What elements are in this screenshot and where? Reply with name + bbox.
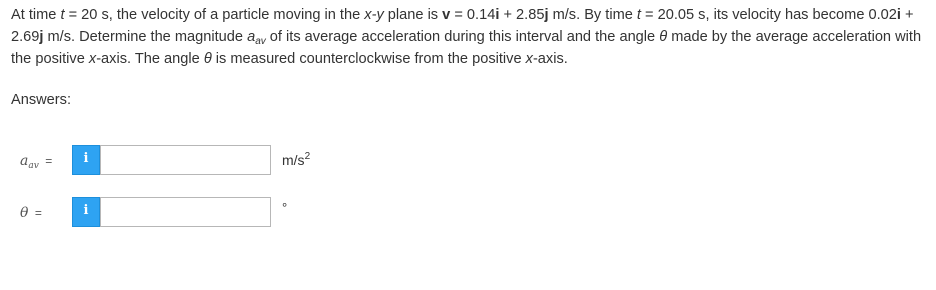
answers-heading: Answers: (11, 92, 72, 108)
problem-text: plane is (383, 7, 443, 23)
plane-symbol: x-y (364, 7, 384, 23)
theta-symbol: θ (203, 51, 212, 67)
theta-symbol: θ (20, 205, 29, 221)
angle-answer-input[interactable] (100, 197, 271, 227)
acceleration-symbol: a (247, 29, 256, 45)
acceleration-subscript: av (255, 36, 266, 47)
acceleration-answer-input[interactable] (100, 145, 271, 175)
unit-vector-j: j (39, 29, 44, 45)
x-axis-symbol: x (88, 51, 97, 67)
problem-text: -axis. The angle (96, 51, 204, 67)
problem-text: m/s. Determine the magnitude (43, 29, 248, 45)
unit-vector-i: i (896, 7, 901, 23)
equals-sign: = (34, 206, 42, 220)
problem-text: + 2.69 (11, 7, 914, 45)
problem-text: = 20 s, the velocity of a particle moving in the (64, 7, 365, 23)
problem-text: -axis. (532, 51, 568, 67)
time-symbol: t (60, 7, 65, 23)
velocity-symbol: v (442, 7, 451, 23)
acceleration-unit (282, 152, 310, 168)
problem-text: = 0.14 (450, 7, 496, 23)
problem-text: of its average acceleration during this interval and the angle (265, 29, 660, 45)
acceleration-subscript: av (28, 161, 39, 171)
acceleration-symbol: a (20, 153, 29, 169)
equals-sign: = (45, 154, 53, 168)
info-button[interactable] (72, 197, 100, 227)
answer-row-angle (0, 197, 936, 229)
acceleration-label (20, 153, 52, 171)
time-symbol: t (636, 7, 641, 23)
problem-text: is measured counterclockwise from the positive (211, 51, 526, 67)
problem-text: = 20.05 s, its velocity has become 0.02 (640, 7, 897, 23)
info-button[interactable] (72, 145, 100, 175)
unit-vector-i: i (495, 7, 500, 23)
info-icon: i (83, 203, 89, 218)
theta-symbol: θ (659, 29, 668, 45)
unit-base: m/s (282, 152, 305, 168)
unit-vector-j: j (544, 7, 549, 23)
angle-unit (282, 200, 287, 215)
problem-statement (11, 4, 926, 70)
answer-row-acceleration (0, 145, 936, 177)
problem-text: At time (11, 7, 61, 23)
problem-text: m/s. By time (548, 7, 637, 23)
problem-text: + 2.85 (499, 7, 545, 23)
x-axis-symbol: x (525, 51, 533, 67)
problem-text: made by the average acceleration with the positive (11, 29, 922, 67)
angle-label (20, 205, 42, 221)
degree-symbol: ° (282, 200, 288, 215)
unit-exponent: 2 (304, 151, 311, 162)
info-icon: i (83, 151, 89, 166)
